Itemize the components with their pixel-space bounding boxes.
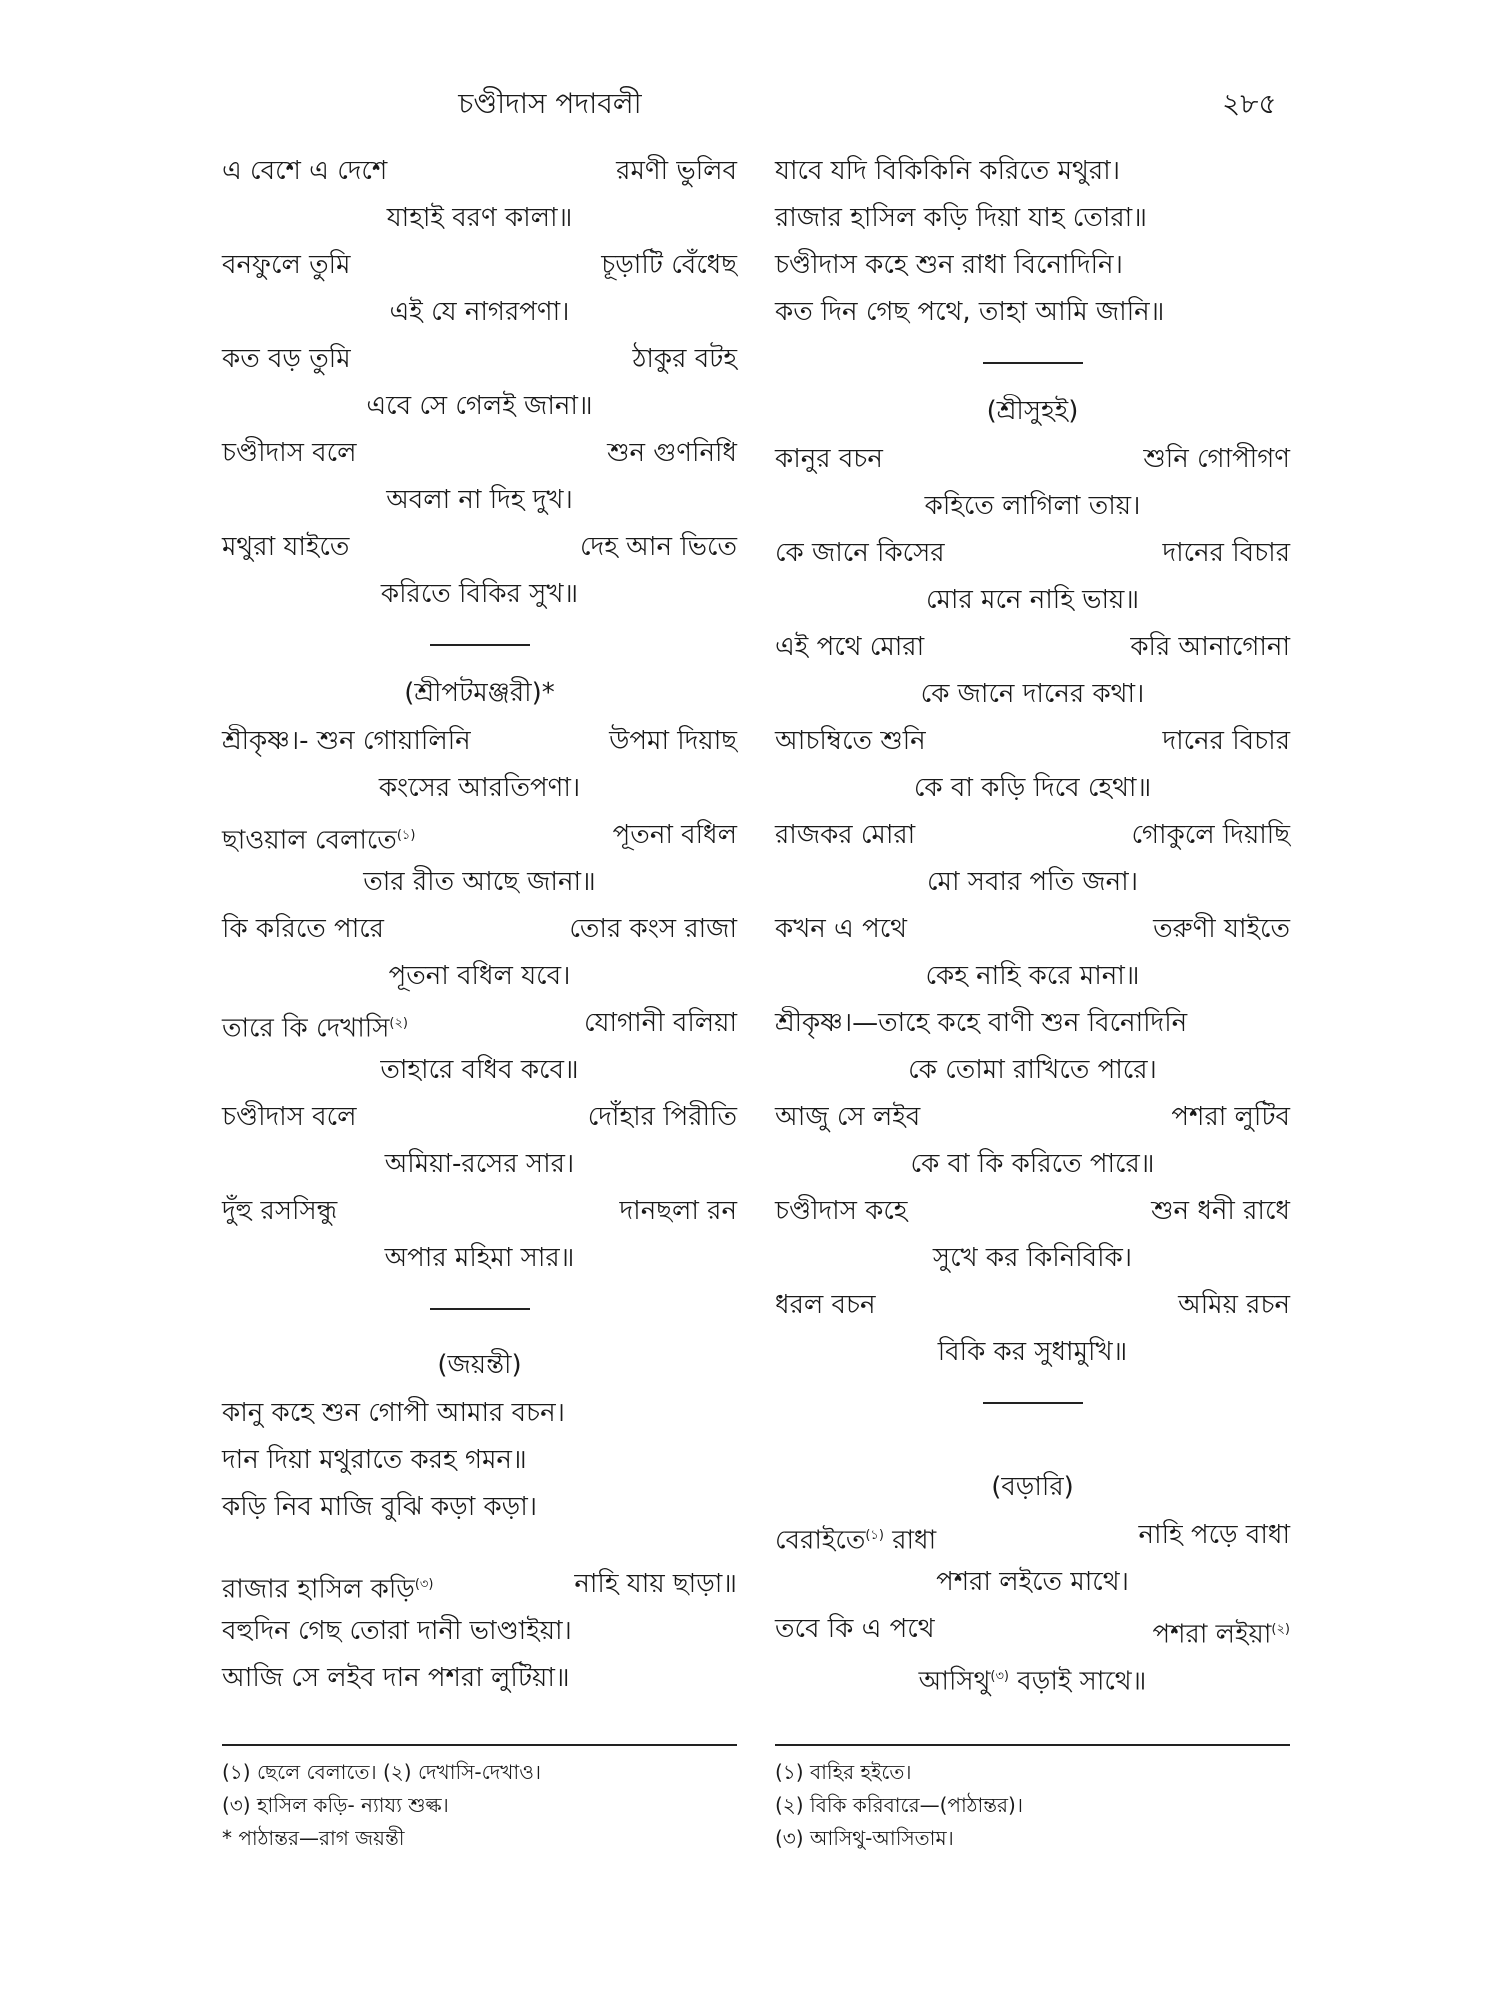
verse-second-half bbox=[620, 1188, 737, 1235]
verse-line: দান দিয়া মথুরাতে করহ গমন॥ bbox=[222, 1445, 527, 1475]
verse-line bbox=[775, 906, 1290, 953]
verse-first-half bbox=[222, 1000, 408, 1053]
verse-text: কানুর বচন bbox=[775, 444, 883, 474]
verse-text: যোগানী বলিয়া bbox=[583, 1008, 737, 1038]
footnote: (১) বাহির হইতে। bbox=[775, 1760, 912, 1784]
verse-second-half bbox=[601, 242, 737, 289]
verse-text: রাধা bbox=[883, 1525, 937, 1556]
verse-text: নাহি যায় ছাড়া॥ bbox=[574, 1569, 737, 1599]
verse-second-half bbox=[569, 906, 737, 953]
verse-second-half bbox=[1139, 1512, 1290, 1559]
verse-refrain: যাহাই বরণ কালা॥ bbox=[386, 203, 573, 233]
footnote: * পাঠান্তর—রাগ জয়ন্তী bbox=[222, 1826, 405, 1850]
verse-text: ধরল বচন bbox=[775, 1290, 876, 1320]
section-heading: (শ্রীপটমঞ্জরী)* bbox=[404, 678, 555, 708]
left-column bbox=[222, 148, 737, 1702]
verse-first-half bbox=[222, 336, 351, 383]
verse-first-half bbox=[775, 718, 926, 765]
footnote: (১) ছেলে বেলাতে। (২) দেখাসি-দেখাও। bbox=[222, 1760, 542, 1784]
verse-line: কত দিন গেছ পথে, তাহা আমি জানি॥ bbox=[775, 297, 1165, 327]
verse-first-half bbox=[222, 1094, 356, 1141]
footnote-marker: (১) bbox=[865, 1528, 884, 1543]
verse-text: বেরাইতে bbox=[775, 1525, 866, 1556]
verse-refrain: আসিথু bbox=[918, 1666, 991, 1697]
verse-text: পশরা লইয়া bbox=[1152, 1619, 1272, 1650]
verse-first-half bbox=[222, 1188, 337, 1235]
right-footnote-rule bbox=[775, 1744, 1290, 1746]
verse-line bbox=[222, 718, 737, 765]
verse-refrain: কে বা কি করিতে পারে॥ bbox=[910, 1149, 1155, 1179]
section-heading: (শ্রীসুহই) bbox=[986, 396, 1079, 426]
verse-line bbox=[222, 1047, 737, 1094]
verse-text: কে জানে কিসের bbox=[775, 538, 945, 568]
verse-line bbox=[775, 1235, 1290, 1282]
verse-line bbox=[222, 1094, 737, 1141]
verse-first-half bbox=[775, 1094, 920, 1141]
section-divider bbox=[430, 1308, 530, 1310]
section-heading: (জয়ন্তী) bbox=[437, 1350, 522, 1380]
verse-refrain: অমিয়া-রসের সার। bbox=[384, 1149, 575, 1179]
verse-text: পূতনা বধিল bbox=[612, 820, 737, 850]
verse-text: চণ্ডীদাস বলে bbox=[222, 1102, 357, 1132]
verse-text: দোঁহার পিরীতি bbox=[587, 1102, 737, 1132]
verse-text: কত বড় তুমি bbox=[222, 344, 351, 374]
left-footnotes bbox=[222, 1756, 541, 1855]
running-header bbox=[0, 78, 1500, 126]
verse-second-half bbox=[1131, 812, 1290, 859]
right-footnotes bbox=[775, 1756, 1023, 1855]
verse-line bbox=[222, 1141, 737, 1188]
verse-line bbox=[222, 195, 737, 242]
verse-text: শ্রীকৃষ্ণ।—তাহে কহে বাণী শুন বিনোদিনি bbox=[775, 1008, 1188, 1038]
verse-refrain: কে জানে দানের কথা। bbox=[920, 679, 1145, 709]
verse-second-half bbox=[588, 1094, 737, 1141]
section-divider bbox=[983, 362, 1083, 364]
section-heading: (বড়ারি) bbox=[991, 1472, 1074, 1502]
verse-line bbox=[775, 1653, 1290, 1700]
verse-first-half bbox=[222, 524, 349, 571]
verse-first-half bbox=[775, 1188, 907, 1235]
verse-refrain: মোর মনে নাহি ভায়॥ bbox=[925, 585, 1140, 615]
verse-line bbox=[222, 812, 737, 859]
verse-line bbox=[775, 1000, 1290, 1047]
verse-second-half bbox=[1143, 436, 1290, 483]
verse-text: আজু সে লইব bbox=[775, 1102, 921, 1132]
verse-refrain: কহিতে লাগিলা তায়। bbox=[924, 491, 1141, 521]
verse-line bbox=[775, 812, 1290, 859]
verse-second-half bbox=[613, 812, 737, 859]
verse-first-half bbox=[775, 530, 945, 577]
verse-line: চণ্ডীদাস কহে শুন রাধা বিনোদিনি। bbox=[775, 250, 1123, 280]
footnote-marker: (১) bbox=[396, 828, 416, 843]
verse-refrain: এবে সে গেলই জানা॥ bbox=[366, 391, 593, 421]
verse-second-half bbox=[1171, 1094, 1290, 1141]
verse-text: নাহি পড়ে বাধা bbox=[1138, 1520, 1290, 1550]
footnote-marker: (৩) bbox=[990, 1669, 1010, 1684]
verse-second-half bbox=[1152, 1606, 1290, 1659]
verse-text: অমিয় রচন bbox=[1178, 1290, 1290, 1320]
verse-text: মথুরা যাইতে bbox=[222, 532, 350, 562]
verse-refrain: এই যে নাগরপণা। bbox=[389, 297, 570, 327]
verse-second-half bbox=[1153, 906, 1290, 953]
verse-first-half bbox=[222, 812, 415, 865]
verse-text: চূড়াটি বেঁধেছ bbox=[601, 250, 737, 280]
verse-text: দানছলা রন bbox=[619, 1196, 737, 1226]
verse-line bbox=[775, 1047, 1290, 1094]
verse-text: উপমা দিয়াছ bbox=[609, 726, 737, 756]
verse-second-half bbox=[580, 524, 737, 571]
verse-refrain: কেহ নাহি করে মানা॥ bbox=[925, 961, 1140, 991]
verse-first-half bbox=[775, 906, 907, 953]
verse-line bbox=[775, 1282, 1290, 1329]
verse-line bbox=[222, 953, 737, 1000]
verse-first-half bbox=[775, 812, 915, 859]
verse-line bbox=[775, 859, 1290, 906]
verse-second-half bbox=[633, 336, 738, 383]
footnote: (৩) হাসিল কড়ি- ন্যায্য শুল্ক। bbox=[222, 1793, 449, 1817]
verse-text: দানের বিচার bbox=[1162, 538, 1290, 568]
verse-refrain: বিকি কর সুধামুখি॥ bbox=[937, 1337, 1128, 1367]
verse-text: ছাওয়াল বেলাতে bbox=[222, 825, 397, 856]
verse-line bbox=[222, 289, 737, 336]
verse-text: শুন ধনী রাধে bbox=[1151, 1196, 1290, 1226]
verse-line bbox=[222, 383, 737, 430]
verse-text: ঠাকুর বটহ bbox=[632, 344, 737, 374]
verse-second-half bbox=[607, 430, 737, 477]
verse-refrain: কে তোমা রাখিতে পারে। bbox=[908, 1055, 1157, 1085]
verse-second-half bbox=[584, 1000, 737, 1047]
verse-text: কখন এ পথে bbox=[775, 914, 908, 944]
verse-refrain: অবলা না দিহ দুখ। bbox=[386, 485, 573, 515]
verse-line bbox=[222, 1235, 737, 1282]
footnote-marker: (২) bbox=[389, 1016, 408, 1031]
verse-line bbox=[222, 336, 737, 383]
verse-refrain: করিতে বিকির সুখ॥ bbox=[380, 579, 579, 609]
verse-text: রাজার হাসিল কড়ি bbox=[222, 1574, 415, 1605]
footnote-marker: (২) bbox=[1271, 1622, 1290, 1637]
verse-refrain: পশরা লইতে মাথে। bbox=[936, 1567, 1129, 1597]
verse-text: আচম্বিতে শুনি bbox=[775, 726, 926, 756]
spacer bbox=[222, 1531, 737, 1561]
verse-line bbox=[222, 1561, 737, 1608]
verse-text: দেহ আন ভিতে bbox=[579, 532, 737, 562]
footnote-marker: (৩) bbox=[414, 1577, 434, 1592]
left-footnote-rule bbox=[222, 1744, 737, 1746]
verse-text: শুনি গোপীগণ bbox=[1143, 444, 1290, 474]
verse-refrain: তার রীত আছে জানা॥ bbox=[363, 867, 596, 897]
verse-line bbox=[222, 1000, 737, 1047]
verse-text: চণ্ডীদাস বলে bbox=[222, 438, 357, 468]
verse-text: দুঁহু রসসিন্ধু bbox=[222, 1196, 338, 1226]
verse-line bbox=[222, 765, 737, 812]
verse-first-half bbox=[222, 906, 384, 953]
verse-line bbox=[222, 524, 737, 571]
verse-first-half bbox=[775, 1512, 936, 1565]
section-divider bbox=[983, 1402, 1083, 1404]
verse-text: তবে কি এ পথে bbox=[775, 1614, 935, 1644]
verse-refrain: কে বা কড়ি দিবে হেথা॥ bbox=[913, 773, 1152, 803]
verse-line bbox=[775, 953, 1290, 1000]
verse-second-half bbox=[1130, 624, 1290, 671]
page-number: ২৮৫ bbox=[1222, 87, 1277, 120]
verse-second-half bbox=[1151, 1188, 1290, 1235]
verse-line bbox=[222, 148, 737, 195]
spacer bbox=[775, 1426, 1290, 1462]
verse-first-half bbox=[775, 624, 924, 671]
verse-refrain: বড়াই সাথে॥ bbox=[1009, 1666, 1147, 1697]
verse-text: শ্রীকৃষ্ণ।- শুন গোয়ালিনি bbox=[222, 726, 471, 756]
verse-line bbox=[775, 671, 1290, 718]
verse-line bbox=[775, 1329, 1290, 1376]
section-divider bbox=[430, 644, 530, 646]
verse-line: কড়ি নিব মাজি বুঝি কড়া কড়া। bbox=[222, 1492, 538, 1522]
verse-text: দানের বিচার bbox=[1162, 726, 1290, 756]
verse-refrain: অপার মহিমা সার॥ bbox=[384, 1243, 575, 1273]
right-column bbox=[775, 148, 1290, 1700]
verse-text: তারে কি দেখাসি bbox=[222, 1013, 390, 1044]
verse-text: এ বেশে এ দেশে bbox=[222, 156, 388, 186]
verse-line bbox=[775, 530, 1290, 577]
verse-line bbox=[775, 718, 1290, 765]
verse-line bbox=[775, 577, 1290, 624]
verse-line bbox=[775, 483, 1290, 530]
verse-text: গোকুলে দিয়াছি bbox=[1131, 820, 1290, 850]
verse-line bbox=[775, 1188, 1290, 1235]
verse-line bbox=[775, 1559, 1290, 1606]
verse-text: কি করিতে পারে bbox=[222, 914, 384, 944]
verse-line: আজি সে লইব দান পশরা লুটিয়া॥ bbox=[222, 1663, 570, 1693]
verse-line bbox=[775, 1141, 1290, 1188]
verse-text: শুন গুণনিধি bbox=[607, 438, 737, 468]
verse-line bbox=[775, 1512, 1290, 1559]
verse-first-half bbox=[222, 1561, 433, 1614]
verse-second-half bbox=[574, 1561, 737, 1608]
verse-refrain: মো সবার পতি জনা। bbox=[926, 867, 1139, 897]
verse-text: তরুণী যাইতে bbox=[1153, 914, 1290, 944]
verse-text: তোর কংস রাজা bbox=[569, 914, 737, 944]
verse-text: রাজকর মোরা bbox=[775, 820, 916, 850]
verse-text: করি আনাগোনা bbox=[1130, 632, 1290, 662]
verse-line bbox=[222, 1188, 737, 1235]
verse-line bbox=[775, 1094, 1290, 1141]
verse-text: পশরা লুটিব bbox=[1171, 1102, 1290, 1132]
verse-first-half bbox=[775, 1606, 935, 1653]
verse-text: চণ্ডীদাস কহে bbox=[775, 1196, 908, 1226]
verse-line bbox=[222, 242, 737, 289]
verse-refrain: পূতনা বধিল যবে। bbox=[388, 961, 571, 991]
verse-refrain: সুখে কর কিনিবিকি। bbox=[932, 1243, 1133, 1273]
verse-line bbox=[775, 436, 1290, 483]
footnote: (২) বিকি করিবারে—(পাঠান্তর)। bbox=[775, 1793, 1023, 1817]
verse-first-half bbox=[222, 242, 350, 289]
verse-second-half bbox=[616, 148, 737, 195]
verse-line bbox=[222, 571, 737, 618]
verse-line bbox=[222, 859, 737, 906]
verse-line: কানু কহে শুন গোপী আমার বচন। bbox=[222, 1398, 565, 1428]
verse-line bbox=[775, 1606, 1290, 1653]
verse-second-half bbox=[1162, 530, 1290, 577]
verse-first-half bbox=[222, 148, 387, 195]
verse-text: বনফুলে তুমি bbox=[222, 250, 351, 280]
verse-second-half bbox=[609, 718, 737, 765]
verse-line: বহুদিন গেছ তোরা দানী ভাণ্ডাইয়া। bbox=[222, 1616, 572, 1646]
verse-line bbox=[775, 765, 1290, 812]
verse-text: রমণী ভুলিব bbox=[616, 156, 737, 186]
footnote: (৩) আসিথু-আসিতাম। bbox=[775, 1826, 954, 1850]
verse-line bbox=[775, 624, 1290, 671]
verse-line bbox=[222, 477, 737, 524]
spacer bbox=[222, 1332, 737, 1340]
verse-line bbox=[222, 430, 737, 477]
verse-line: রাজার হাসিল কড়ি দিয়া যাহ তোরা॥ bbox=[775, 203, 1147, 233]
verse-line bbox=[222, 906, 737, 953]
verse-first-half bbox=[222, 718, 471, 765]
verse-second-half bbox=[1162, 718, 1290, 765]
verse-refrain: কংসের আরতিপণা। bbox=[378, 773, 581, 803]
verse-second-half bbox=[1178, 1282, 1290, 1329]
verse-first-half bbox=[775, 436, 883, 483]
verse-first-half bbox=[775, 1282, 876, 1329]
verse-line: যাবে যদি বিকিকিনি করিতে মথুরা। bbox=[775, 156, 1120, 186]
verse-text: এই পথে মোরা bbox=[775, 632, 925, 662]
verse-first-half bbox=[222, 430, 356, 477]
verse-refrain: তাহারে বধিব কবে॥ bbox=[380, 1055, 579, 1085]
running-title: চণ্ডীদাস পদাবলী bbox=[458, 87, 642, 120]
